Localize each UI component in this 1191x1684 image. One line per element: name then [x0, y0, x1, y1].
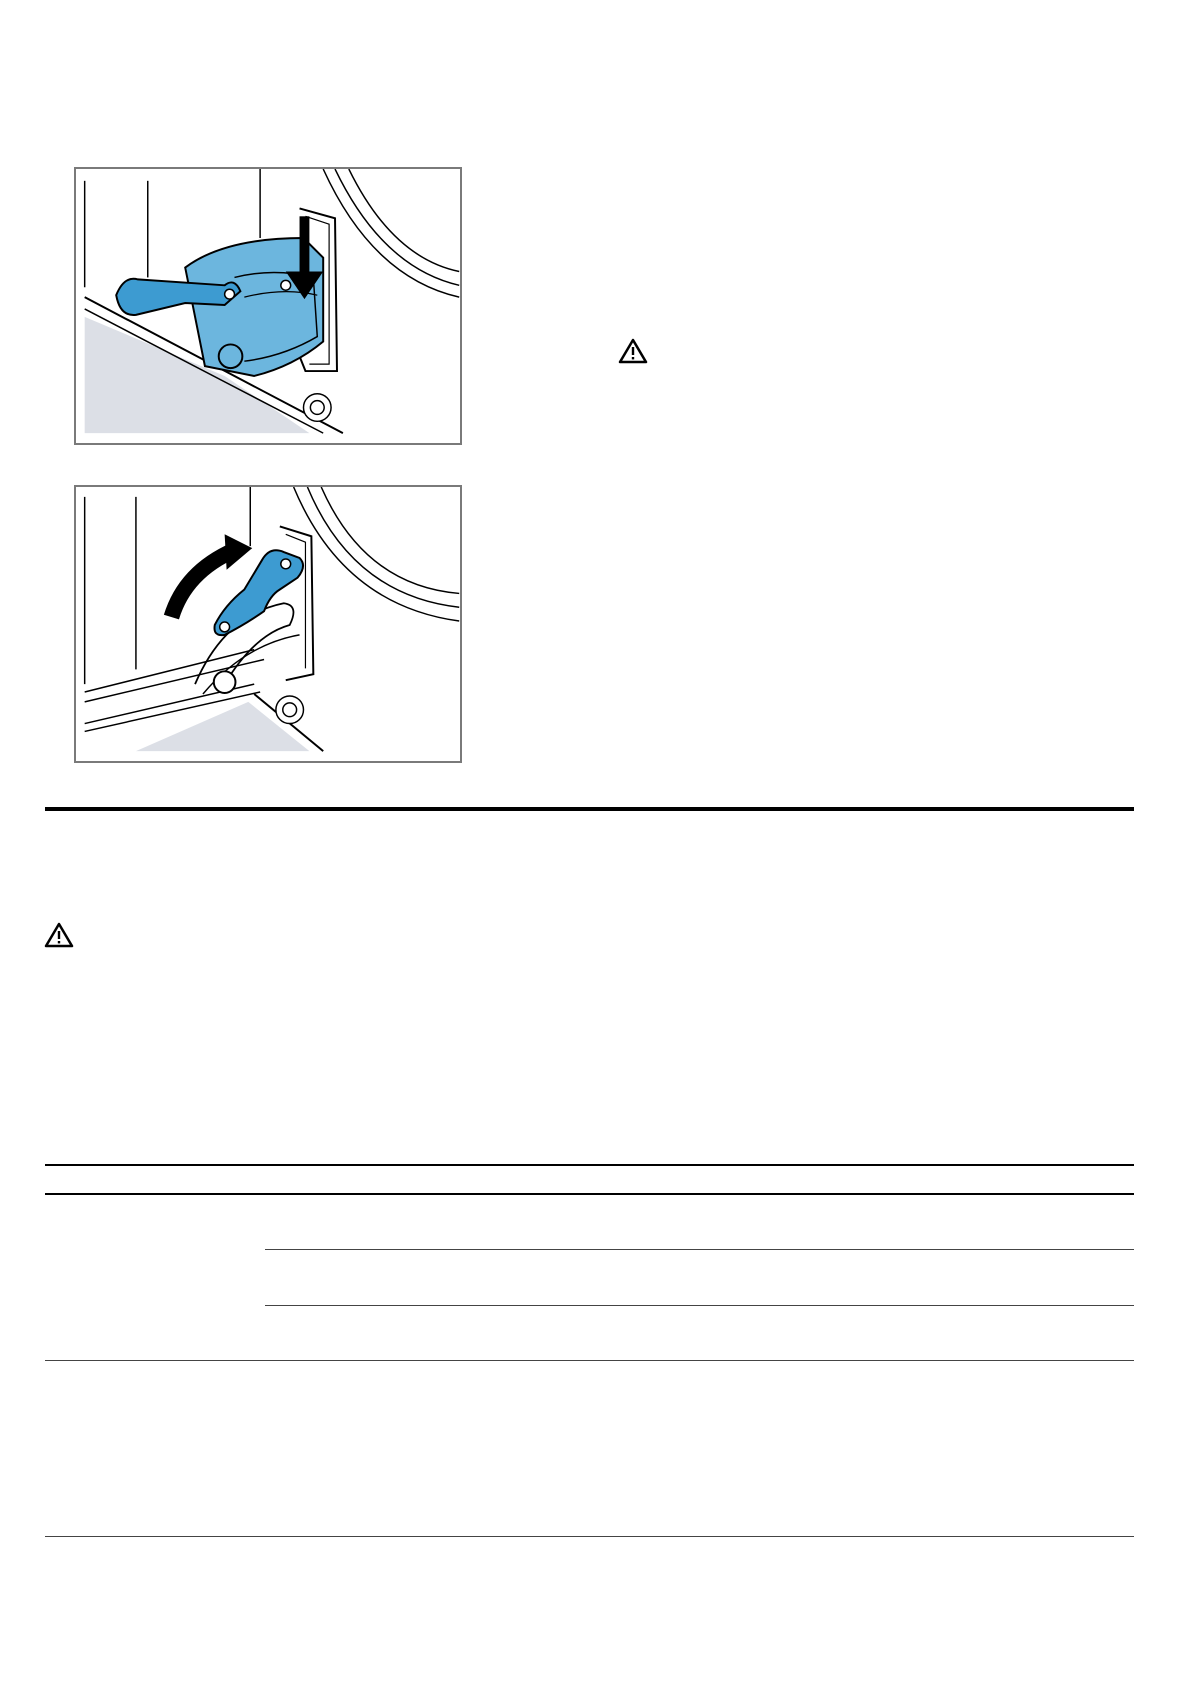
warning-triangle-icon — [44, 922, 74, 948]
figure-lever-up — [74, 485, 462, 763]
table-header-rule — [45, 1193, 1134, 1195]
table-top-rule — [45, 1164, 1134, 1166]
table-row-rule — [265, 1305, 1134, 1306]
section-divider — [45, 807, 1134, 811]
table-row-rule — [265, 1249, 1134, 1250]
hinge-illustration — [76, 169, 460, 443]
figure-press-down — [74, 167, 462, 445]
warning-triangle-icon — [618, 338, 648, 364]
hinge-illustration — [76, 487, 460, 761]
table-bottom-rule — [45, 1536, 1134, 1537]
table-row-rule — [45, 1360, 1134, 1361]
